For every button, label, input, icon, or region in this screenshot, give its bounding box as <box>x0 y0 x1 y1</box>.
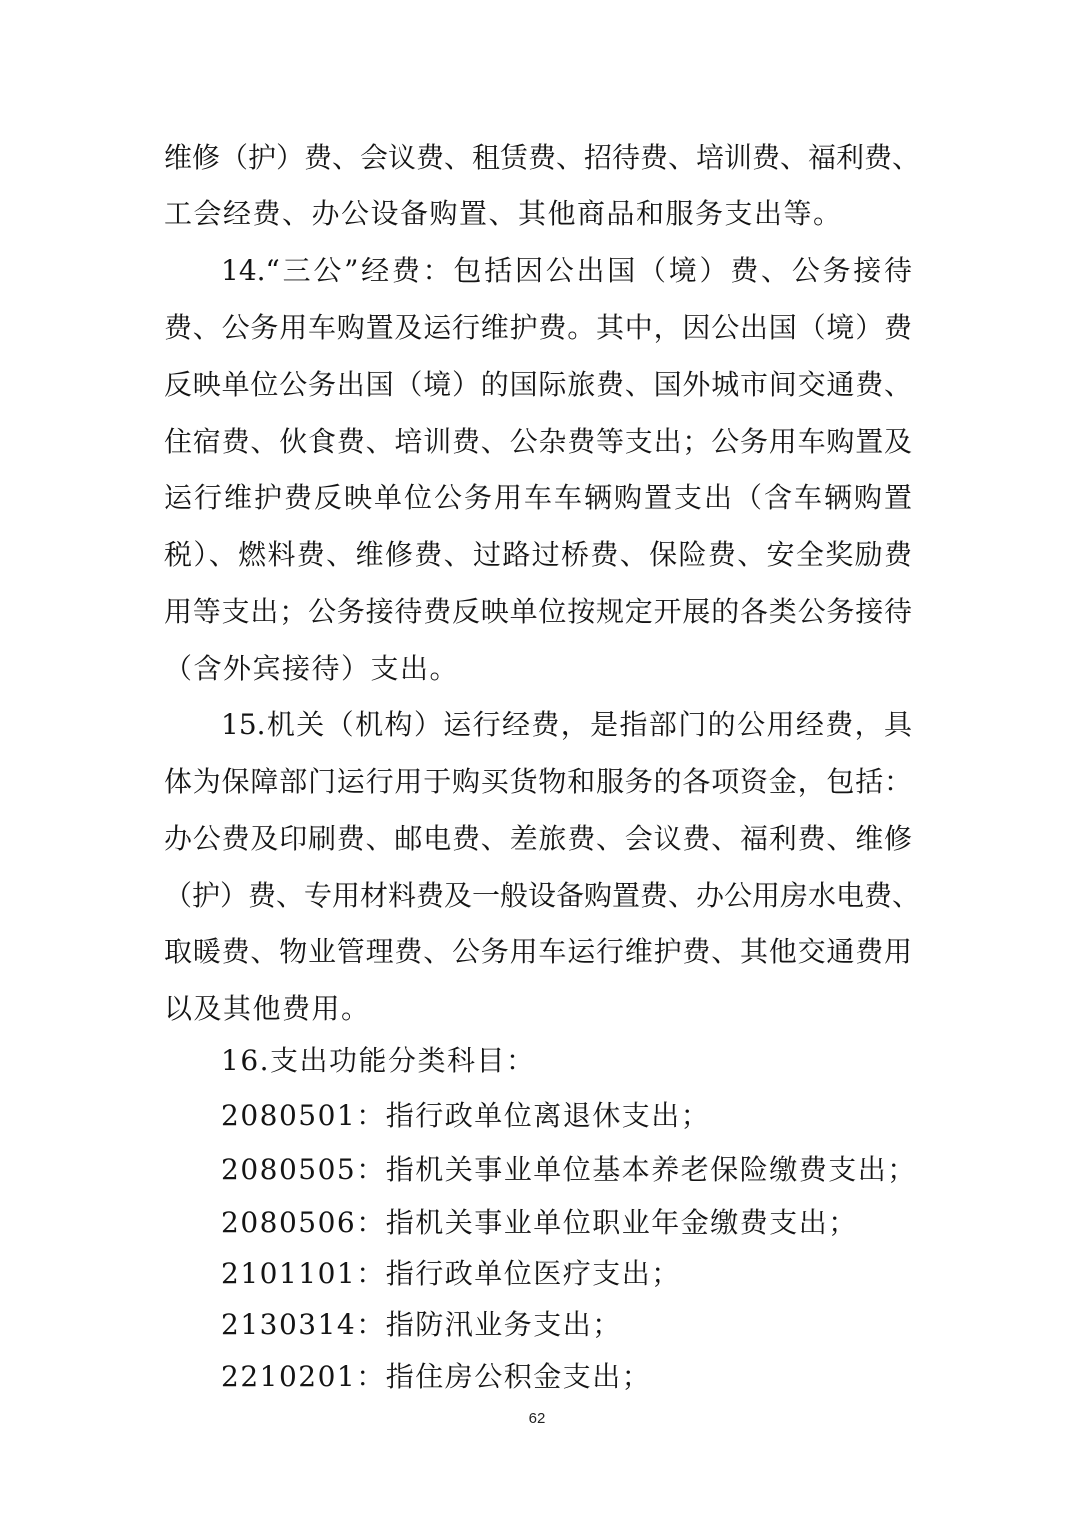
text-line-17: 16.支出功能分类科目： <box>221 1044 536 1077</box>
text-line-20: 2080506：指机关事业单位职业年金缴费支出； <box>221 1206 858 1239</box>
text-line-10: （含外宾接待）支出。 <box>164 652 460 685</box>
text-line-22: 2130314：指防汛业务支出； <box>221 1308 622 1341</box>
text-line-4: 费、公务用车购置及运行维护费。其中，因公出国（境）费 <box>164 311 912 344</box>
text-line-21: 2101101：指行政单位医疗支出； <box>221 1257 681 1290</box>
text-line-2: 工会经费、办公设备购置、其他商品和服务支出等。 <box>164 197 843 230</box>
text-line-18: 2080501：指行政单位离退休支出； <box>221 1099 711 1132</box>
text-line-23: 2210201：指住房公积金支出； <box>221 1360 652 1393</box>
text-line-15: 取暖费、物业管理费、公务用车运行维护费、其他交通费用 <box>164 935 912 968</box>
text-line-11: 15.机关（机构）运行经费，是指部门的公用经费，具 <box>221 708 912 741</box>
text-line-5: 反映单位公务出国（境）的国际旅费、国外城市间交通费、 <box>164 368 912 401</box>
text-line-16: 以及其他费用。 <box>164 992 371 1025</box>
text-line-6: 住宿费、伙食费、培训费、公杂费等支出；公务用车购置及 <box>164 425 912 458</box>
text-line-12: 体为保障部门运行用于购买货物和服务的各项资金，包括： <box>164 765 912 798</box>
text-line-7: 运行维护费反映单位公务用车车辆购置支出（含车辆购置 <box>164 481 912 514</box>
text-line-19: 2080505：指机关事业单位基本养老保险缴费支出； <box>221 1153 917 1186</box>
text-line-8: 税）、燃料费、维修费、过路过桥费、保险费、安全奖励费 <box>164 538 912 571</box>
text-line-13: 办公费及印刷费、邮电费、差旅费、会议费、福利费、维修 <box>164 822 912 855</box>
page-number: 62 <box>528 1410 546 1427</box>
text-line-14: （护）费、专用材料费及一般设备购置费、办公用房水电费、 <box>164 879 921 912</box>
text-line-3: 14.“三公”经费：包括因公出国（境）费、公务接待 <box>221 254 912 287</box>
text-line-9: 用等支出；公务接待费反映单位按规定开展的各类公务接待 <box>164 595 912 628</box>
text-line-1: 维修（护）费、会议费、租赁费、招待费、培训费、福利费、 <box>164 141 921 174</box>
